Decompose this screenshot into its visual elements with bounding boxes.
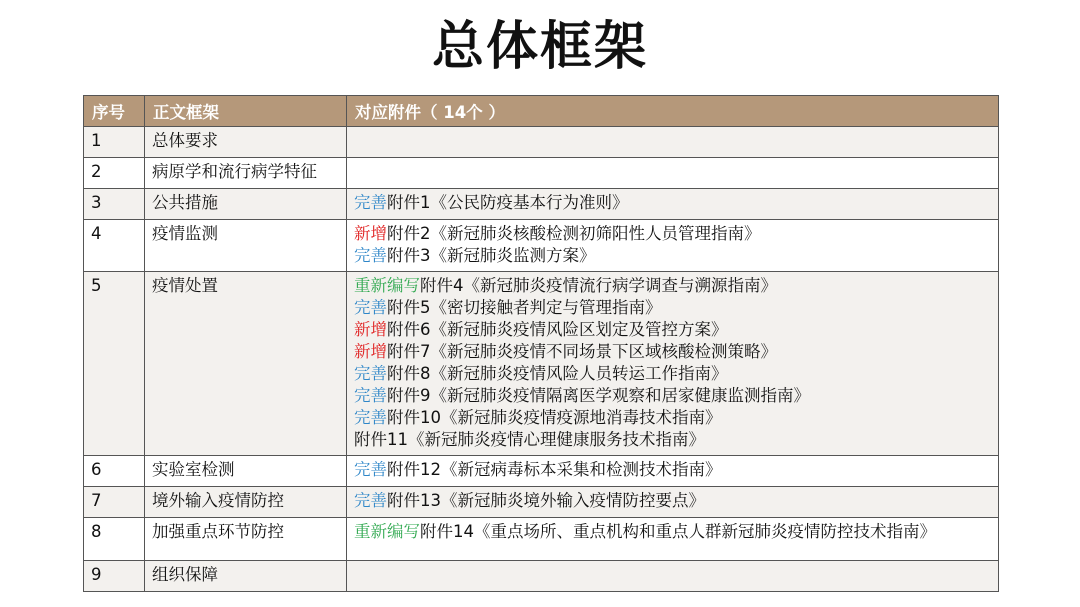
attachment-status-tag: 完善 bbox=[354, 408, 387, 427]
attachment-status-tag: 完善 bbox=[354, 460, 387, 479]
row-number: 6 bbox=[84, 456, 145, 487]
attachment-item bbox=[354, 429, 991, 451]
attachment-title: 附件4《新冠肺炎疫情流行病学调查与溯源指南》 bbox=[420, 276, 777, 295]
header-section: 正文框架 bbox=[145, 96, 347, 127]
row-number: 2 bbox=[84, 158, 145, 189]
row-attachments bbox=[347, 487, 999, 518]
attachment-item bbox=[354, 363, 991, 385]
table-row bbox=[84, 272, 999, 456]
header-number: 序号 bbox=[84, 96, 145, 127]
attachment-status-tag: 新增 bbox=[354, 342, 387, 361]
table-row bbox=[84, 518, 999, 561]
table-row bbox=[84, 561, 999, 592]
attachment-item bbox=[354, 385, 991, 407]
attachment-title: 附件2《新冠肺炎核酸检测初筛阳性人员管理指南》 bbox=[387, 224, 761, 243]
row-number: 5 bbox=[84, 272, 145, 456]
attachment-title: 附件3《新冠肺炎监测方案》 bbox=[387, 246, 596, 265]
row-attachments bbox=[347, 272, 999, 456]
header-attachments: 对应附件（ 14个 ） bbox=[347, 96, 999, 127]
attachment-title: 附件11《新冠肺炎疫情心理健康服务技术指南》 bbox=[354, 430, 705, 449]
table-row bbox=[84, 456, 999, 487]
framework-table bbox=[83, 95, 999, 592]
attachment-status-tag: 新增 bbox=[354, 320, 387, 339]
attachment-title: 附件6《新冠肺炎疫情风险区划定及管控方案》 bbox=[387, 320, 728, 339]
attachment-title: 附件1《公民防疫基本行为准则》 bbox=[387, 193, 629, 212]
attachment-title: 附件7《新冠肺炎疫情不同场景下区域核酸检测策略》 bbox=[387, 342, 777, 361]
attachment-item bbox=[354, 275, 991, 297]
table-row bbox=[84, 487, 999, 518]
attachment-title: 附件9《新冠肺炎疫情隔离医学观察和居家健康监测指南》 bbox=[387, 386, 810, 405]
table-row bbox=[84, 127, 999, 158]
row-section: 疫情监测 bbox=[145, 220, 347, 272]
row-attachments bbox=[347, 518, 999, 561]
attachment-item bbox=[354, 407, 991, 429]
attachment-title: 附件14《重点场所、重点机构和重点人群新冠肺炎疫情防控技术指南》 bbox=[420, 522, 936, 541]
attachment-item bbox=[354, 192, 991, 214]
attachment-item bbox=[354, 297, 991, 319]
table-header-row bbox=[84, 96, 999, 127]
row-section: 总体要求 bbox=[145, 127, 347, 158]
row-section: 境外输入疫情防控 bbox=[145, 487, 347, 518]
attachment-item bbox=[354, 459, 991, 481]
row-section: 组织保障 bbox=[145, 561, 347, 592]
table-row bbox=[84, 158, 999, 189]
attachment-status-tag: 完善 bbox=[354, 364, 387, 383]
row-section: 病原学和流行病学特征 bbox=[145, 158, 347, 189]
table-row bbox=[84, 220, 999, 272]
row-attachments bbox=[347, 189, 999, 220]
row-section: 疫情处置 bbox=[145, 272, 347, 456]
attachment-status-tag: 完善 bbox=[354, 246, 387, 265]
table-row bbox=[84, 189, 999, 220]
attachment-status-tag: 完善 bbox=[354, 386, 387, 405]
attachment-item bbox=[354, 319, 991, 341]
row-section: 加强重点环节防控 bbox=[145, 518, 347, 561]
row-attachments bbox=[347, 456, 999, 487]
attachment-title: 附件12《新冠病毒标本采集和检测技术指南》 bbox=[387, 460, 722, 479]
attachment-title: 附件10《新冠肺炎疫情疫源地消毒技术指南》 bbox=[387, 408, 722, 427]
row-number: 3 bbox=[84, 189, 145, 220]
row-section: 实验室检测 bbox=[145, 456, 347, 487]
row-number: 8 bbox=[84, 518, 145, 561]
row-number: 4 bbox=[84, 220, 145, 272]
row-section: 公共措施 bbox=[145, 189, 347, 220]
attachment-title: 附件13《新冠肺炎境外输入疫情防控要点》 bbox=[387, 491, 705, 510]
row-number: 9 bbox=[84, 561, 145, 592]
attachment-item bbox=[354, 245, 991, 267]
attachment-status-tag: 新增 bbox=[354, 224, 387, 243]
attachment-item bbox=[354, 223, 991, 245]
row-attachments bbox=[347, 220, 999, 272]
attachment-item bbox=[354, 521, 991, 543]
attachment-status-tag: 完善 bbox=[354, 193, 387, 212]
attachment-title: 附件8《新冠肺炎疫情风险人员转运工作指南》 bbox=[387, 364, 728, 383]
row-attachments bbox=[347, 158, 999, 189]
attachment-item bbox=[354, 490, 991, 512]
attachment-status-tag: 完善 bbox=[354, 491, 387, 510]
row-attachments bbox=[347, 127, 999, 158]
row-attachments bbox=[347, 561, 999, 592]
attachment-status-tag: 重新编写 bbox=[354, 522, 420, 541]
attachment-status-tag: 重新编写 bbox=[354, 276, 420, 295]
attachment-item bbox=[354, 341, 991, 363]
row-number: 1 bbox=[84, 127, 145, 158]
row-number: 7 bbox=[84, 487, 145, 518]
table-body bbox=[84, 127, 999, 592]
page-title: 总体框架 bbox=[431, 17, 648, 77]
attachment-title: 附件5《密切接触者判定与管理指南》 bbox=[387, 298, 662, 317]
attachment-status-tag: 完善 bbox=[354, 298, 387, 317]
